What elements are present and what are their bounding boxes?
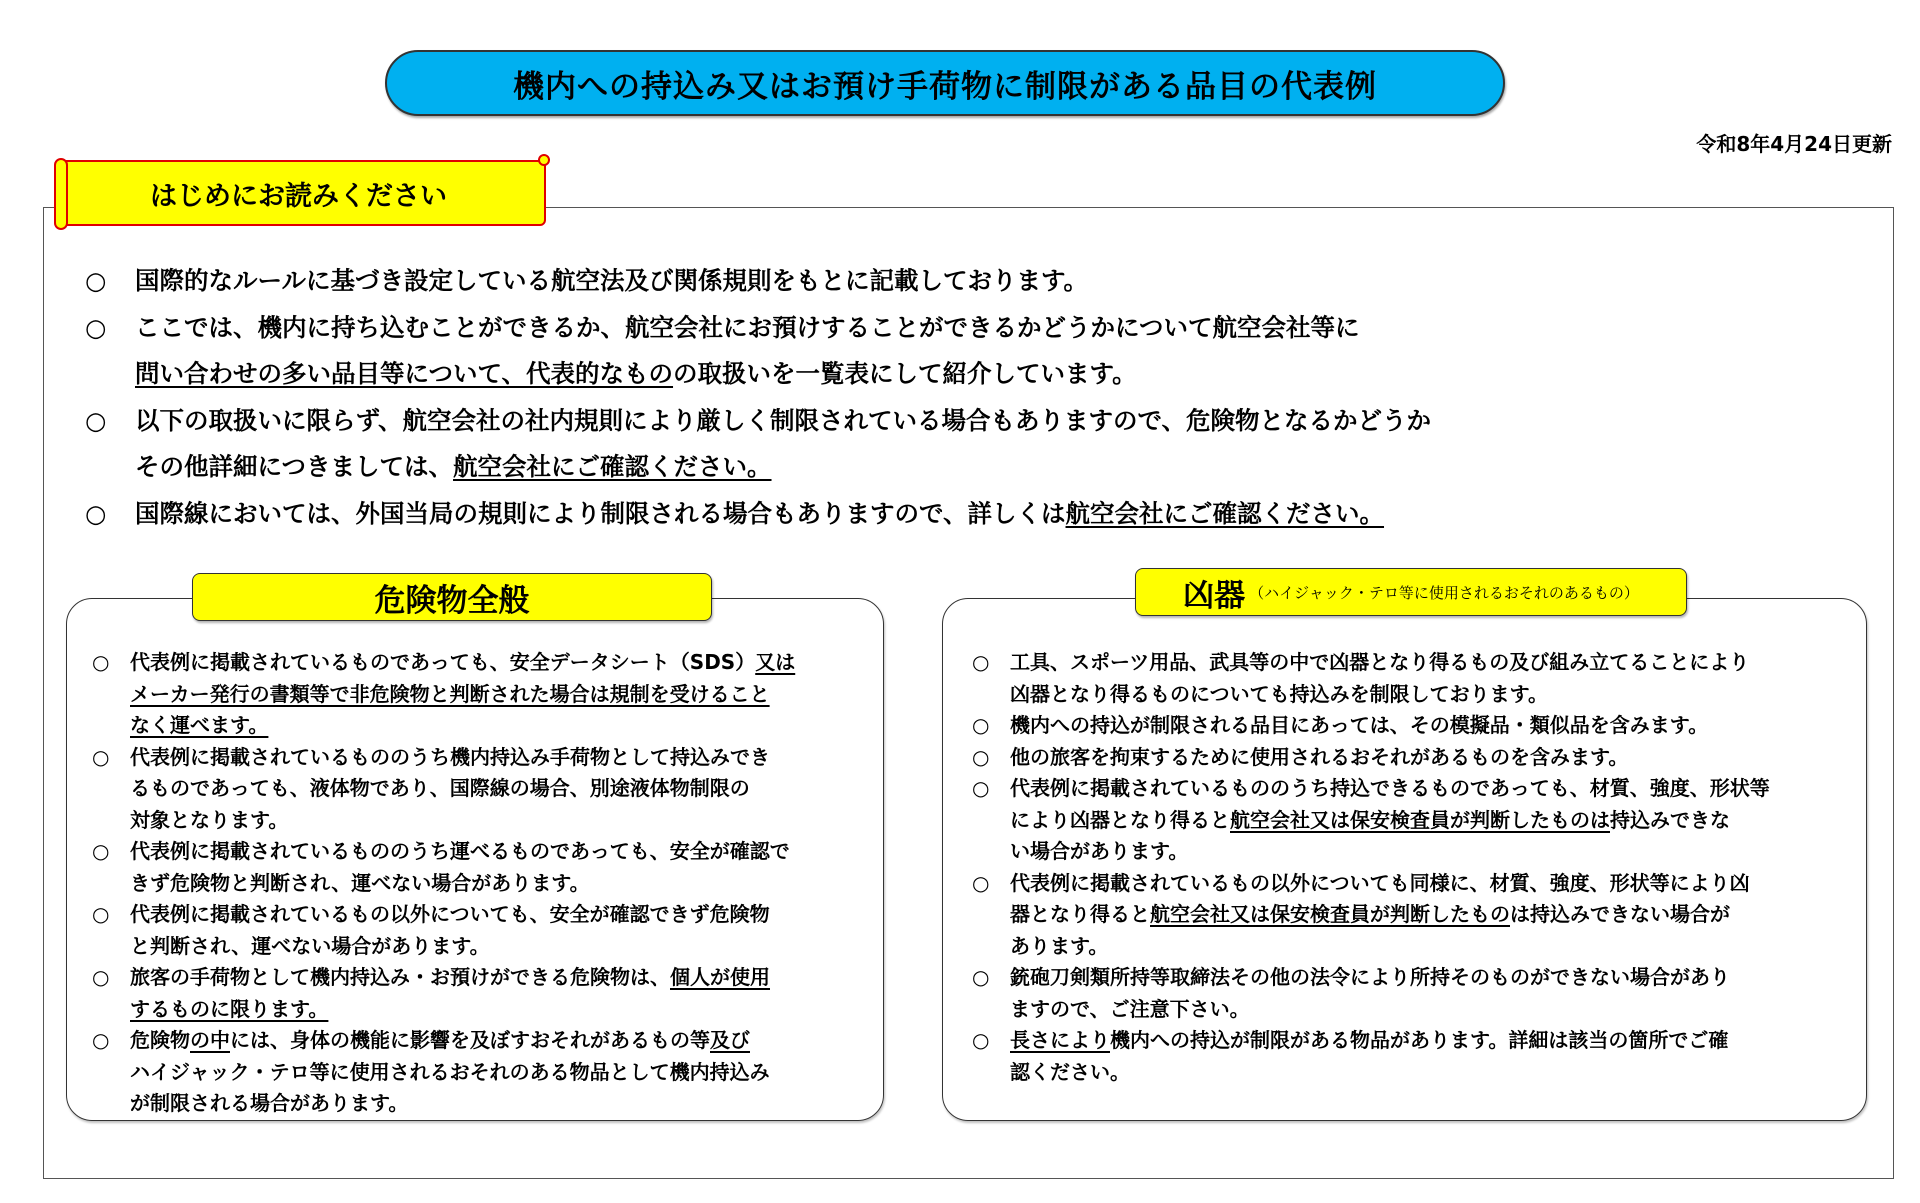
list-item [92, 962, 872, 1025]
weapons-label [1135, 568, 1687, 616]
circle-bullet-icon: ○ [92, 744, 110, 769]
text-segment: 代表例に掲載されているもののうち運べるものであっても、安全が確認で [130, 839, 790, 863]
text-segment: と判断され、運べない場合があります。 [130, 933, 490, 958]
text-segment: により凶器となり得ると [1010, 807, 1230, 832]
list-item-text [130, 1025, 872, 1120]
list-item-text [1010, 647, 1852, 710]
emphasized-text: 個人が使用 [670, 965, 770, 989]
text-segment: には、身体の機能に影響を及ぼすおそれがあるもの等 [230, 1028, 710, 1052]
list-item [972, 1025, 1852, 1088]
text-segment: 凶器となり得るものについても持込みを制限しております。 [1010, 681, 1548, 706]
scroll-curl-icon [54, 158, 68, 230]
emphasized-text: メーカー発行の書類等で非危険物と判断された場合は規制を受けること [130, 681, 770, 706]
emphasized-text: なく運べます。 [130, 713, 269, 737]
circle-bullet-icon: ○ [972, 744, 990, 769]
updated-date: 令和8年4月24日更新 [1696, 132, 1892, 156]
intro-list [85, 258, 1785, 537]
read-first-banner [56, 160, 546, 226]
text-segment: 機内への持込が制限される品目にあっては、その模擬品・類似品を含みます。 [1010, 713, 1709, 737]
text-segment: が制限される場合があります。 [130, 1091, 409, 1115]
weapons-subtitle: （ハイジャック・テロ等に使用されるおそれのあるもの） [1249, 583, 1639, 602]
text-segment: は持込みできない場合が [1510, 902, 1730, 926]
list-item [972, 710, 1852, 742]
emphasized-text: の中 [190, 1028, 230, 1052]
list-item-text [1010, 710, 1852, 742]
text-segment: 代表例に掲載されているもののうち機内持込み手荷物として持込みでき [130, 744, 770, 769]
circle-bullet-icon: ○ [972, 870, 990, 895]
circle-bullet-icon: ○ [972, 776, 990, 800]
list-item [972, 868, 1852, 963]
dangerous-goods-title: 危険物全般 [374, 582, 530, 619]
list-item-text [1010, 868, 1852, 963]
list-item-text [130, 647, 872, 742]
list-item [85, 398, 1785, 491]
circle-bullet-icon: ○ [92, 650, 110, 674]
emphasized-text: 及び [710, 1028, 750, 1052]
text-segment: 旅客の手荷物として機内持込み・お預けができる危険物は、 [130, 965, 670, 989]
list-item-text [1010, 962, 1852, 1025]
emphasized-text: 航空会社にご確認ください。 [453, 452, 772, 481]
circle-bullet-icon: ○ [92, 839, 110, 863]
text-segment: あります。 [1010, 933, 1109, 958]
text-segment: の取扱いを一覧表にして紹介しています。 [673, 359, 1137, 388]
list-item [92, 647, 872, 742]
list-item-text [130, 899, 872, 962]
emphasized-text: 又は [755, 650, 796, 674]
weapons-list [972, 647, 1852, 1088]
emphasized-text: 航空会社又は保安検査員が判断したものは [1230, 807, 1610, 832]
circle-bullet-icon: ○ [972, 965, 990, 989]
text-segment: 危険物 [130, 1028, 190, 1052]
emphasized-text: 問い合わせの多い品目等について、代表的なもの [135, 359, 674, 388]
circle-bullet-icon: ○ [85, 405, 107, 435]
dangerous-goods-label [192, 573, 712, 621]
list-item [92, 836, 872, 899]
list-item [85, 305, 1785, 398]
text-segment: 器となり得ると [1010, 902, 1150, 926]
list-item [85, 491, 1785, 538]
circle-bullet-icon: ○ [972, 650, 990, 674]
emphasized-text: 長さにより [1010, 1028, 1110, 1052]
list-item-text [130, 836, 872, 899]
page-title: 機内への持込み又はお預け手荷物に制限がある品目の代表例 [513, 68, 1377, 105]
emphasized-text: するものに限ります。 [130, 996, 329, 1021]
text-segment: るものであっても、液体物であり、国際線の場合、別途液体物制限の [130, 776, 750, 800]
list-item-text [135, 491, 1785, 538]
weapons-title: 凶器 [1183, 577, 1246, 614]
text-segment: 対象となります。 [130, 807, 289, 832]
text-segment: 代表例に掲載されているもの以外についても同様に、材質、強度、形状等により凶 [1010, 870, 1750, 895]
emphasized-text: 航空会社又は保安検査員が判断したもの [1150, 902, 1510, 926]
list-item-text [135, 258, 1785, 305]
list-item-text [1010, 742, 1852, 774]
text-segment: 国際線においては、外国当局の規則により制限される場合もありますので、詳しくは [135, 498, 1066, 528]
list-item-text [130, 962, 872, 1025]
list-item-text [135, 305, 1785, 398]
text-segment: ハイジャック・テロ等に使用されるおそれのある物品として機内持込み [130, 1059, 770, 1084]
list-item-text [1010, 773, 1852, 868]
text-segment: 代表例に掲載されているもの以外についても、安全が確認できず危険物 [130, 902, 770, 926]
text-segment: い場合があります。 [1010, 839, 1189, 863]
text-segment: 他の旅客を拘束するために使用されるおそれがあるものを含みます。 [1010, 744, 1629, 769]
list-item [92, 742, 872, 837]
text-segment: 国際的なルールに基づき設定している航空法及び関係規則をもとに記載しております。 [135, 266, 1089, 295]
circle-bullet-icon: ○ [92, 965, 110, 989]
list-item [972, 962, 1852, 1025]
circle-bullet-icon: ○ [92, 1028, 110, 1052]
text-segment: 機内への持込が制限がある物品があります。詳細は該当の箇所でご確 [1110, 1028, 1729, 1052]
scroll-curl-end-icon [538, 154, 550, 166]
text-segment: ここでは、機内に持ち込むことができるか、航空会社にお預けすることができるかどうかについて航空会社等に [135, 312, 1360, 342]
circle-bullet-icon: ○ [972, 1028, 990, 1052]
list-item [972, 742, 1852, 774]
list-item [85, 258, 1785, 305]
list-item-text [130, 742, 872, 837]
list-item [92, 1025, 872, 1120]
circle-bullet-icon: ○ [85, 312, 107, 342]
text-segment: 代表例に掲載されているもののうち持込できるものであっても、材質、強度、形状等 [1010, 776, 1770, 800]
dangerous-goods-list [92, 647, 872, 1120]
list-item [972, 647, 1852, 710]
circle-bullet-icon: ○ [85, 498, 107, 528]
text-segment: 持込みできな [1610, 807, 1730, 832]
list-item [972, 773, 1852, 868]
text-segment: ますので、ご注意下さい。 [1010, 996, 1250, 1021]
page-title-banner [385, 50, 1505, 116]
list-item-text [135, 398, 1785, 491]
text-segment: 代表例に掲載されているものであっても、安全データシート（SDS） [130, 650, 756, 674]
list-item-text [1010, 1025, 1852, 1088]
text-segment: 銃砲刀剣類所持等取締法その他の法令により所持そのものができない場合があり [1010, 965, 1730, 989]
list-item [92, 899, 872, 962]
circle-bullet-icon: ○ [972, 713, 990, 737]
circle-bullet-icon: ○ [92, 902, 110, 926]
read-first-label: はじめにお読みください [150, 180, 447, 212]
text-segment: きず危険物と判断され、運べない場合があります。 [130, 870, 590, 895]
text-segment: その他詳細につきましては、 [135, 452, 454, 481]
text-segment: 以下の取扱いに限らず、航空会社の社内規則により厳しく制限されている場合もありますので、危険物となるかどうか [135, 405, 1432, 435]
text-segment: 認ください。 [1010, 1059, 1130, 1084]
text-segment: 工具、スポーツ用品、武具等の中で凶器となり得るもの及び組み立てることにより [1010, 650, 1750, 674]
circle-bullet-icon: ○ [85, 266, 107, 295]
emphasized-text: 航空会社にご確認ください。 [1065, 498, 1385, 528]
